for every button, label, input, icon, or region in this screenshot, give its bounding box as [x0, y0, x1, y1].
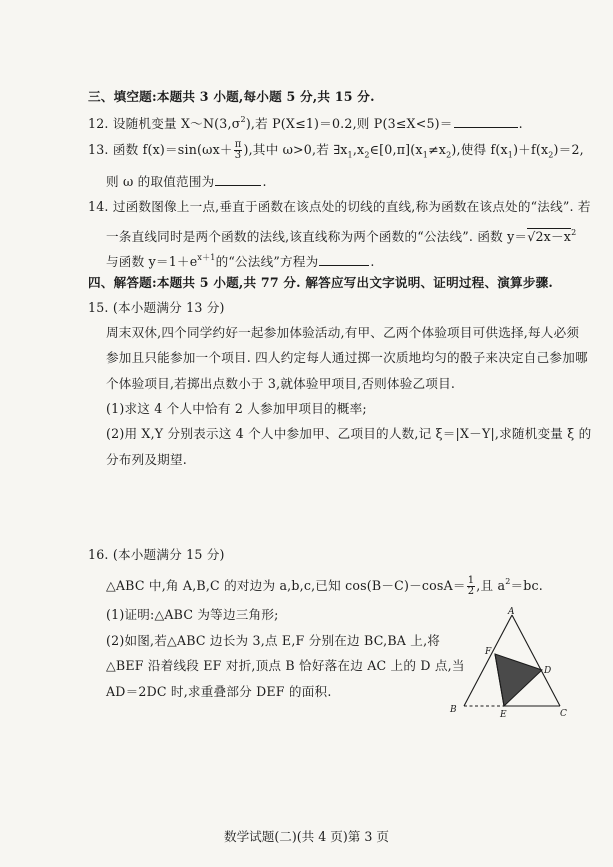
- q16-subquestion-1: (1)证明:△ABC 为等边三角形;: [106, 607, 279, 622]
- q16-paragraph-1: [106, 573, 543, 597]
- page-footer: 数学试题(二)(共 4 页)第 3 页: [223, 829, 390, 844]
- q13-answer-blank[interactable]: [215, 172, 261, 186]
- q13-line2-end: .: [262, 174, 267, 189]
- label-e: E: [500, 710, 507, 718]
- q13-text-f: ),使得 f(x: [451, 142, 508, 157]
- question-13: [88, 140, 584, 165]
- side-ac: [512, 615, 560, 706]
- q13-text-h: )＝2,: [553, 142, 584, 157]
- q12-answer-blank[interactable]: [454, 114, 518, 128]
- label-b: B: [450, 705, 457, 715]
- q14-line3-end: .: [370, 254, 375, 269]
- q13-text-a: 13. 函数 f(x)＝sin(ωx＋: [88, 142, 233, 157]
- q16-subquestion-2-cont2: AD＝2DC 时,求重叠部分 DEF 的面积.: [106, 684, 332, 699]
- section-4-title: 四、解答题:本题共 5 小题,共 77 分. 解答应写出文字说明、证明过程、演算步骤.: [88, 275, 554, 290]
- q14-sqrt: √2x－x: [527, 229, 572, 244]
- overlap-region-def: [495, 654, 542, 706]
- q12-end: .: [518, 116, 523, 131]
- q13-sub5: 1: [507, 150, 514, 160]
- q13-line2-text: 则 ω 的取值范围为: [106, 174, 215, 189]
- question-14-line1: 14. 过函数图像上一点,垂直于函数在该点处的切线的直线,称为函数在该点处的“法线”. 若: [88, 199, 591, 214]
- question-13-line2: [106, 172, 267, 191]
- q14-line2-text: 一条直线同时是两个函数的法线,该直线称为两个函数的“公法线”. 函数 y＝: [106, 229, 528, 244]
- q15-paragraph-1: 周末双休,四个同学约好一起参加体验活动,有甲、乙两个体验项目可供选择,每人必须: [106, 325, 580, 340]
- label-a: A: [508, 607, 515, 617]
- q13-frac-den: 3: [234, 150, 242, 161]
- q12-text-b: ),若 P(X≤1)＝0.2,则 P(3≤X<5)＝: [245, 116, 453, 131]
- q15-subquestion-2: (2)用 X,Y 分别表示这 4 个人中参加甲、乙项目的人数,记 ξ＝|X－Y|,求随机变量 ξ 的: [106, 426, 592, 441]
- label-d: D: [544, 666, 552, 676]
- label-f: F: [485, 647, 492, 657]
- q16-subquestion-2-cont: △BEF 沿着线段 EF 对折,顶点 B 恰好落在边 AC 上的 D 点,当: [106, 658, 465, 673]
- label-c: C: [560, 709, 567, 718]
- q13-sub4: 2: [446, 150, 452, 160]
- q14-line3-text-a: 与函数 y＝1＋e: [106, 254, 198, 269]
- q16-subquestion-2: (2)如图,若△ABC 边长为 3,点 E,F 分别在边 BC,BA 上,将: [106, 633, 441, 648]
- question-16-title: 16. (本小题满分 15 分): [88, 547, 225, 562]
- question-14-line3: [106, 249, 375, 271]
- q13-text-b: ),其中 ω>0,若 ∃x: [243, 142, 348, 157]
- q13-frac-num: π: [234, 139, 242, 150]
- q13-sub3: 1: [422, 150, 429, 160]
- q16-p1-text-b: ,且 a: [476, 578, 506, 593]
- question-14-line2: [106, 224, 576, 246]
- q13-sub1: 1: [347, 150, 353, 160]
- q14-line3-sup: x＋1: [197, 253, 216, 262]
- q12-text-a: 12. 设随机变量 X～N(3,σ: [88, 116, 241, 131]
- section-3-title: 三、填空题:本题共 3 小题,每小题 5 分,共 15 分.: [88, 89, 375, 104]
- q16-frac-num: 1: [467, 575, 475, 586]
- q14-answer-blank[interactable]: [319, 252, 369, 266]
- q15-subquestion-2-cont: 分布列及期望.: [106, 452, 187, 467]
- question-15-title: 15. (本小题满分 13 分): [88, 300, 225, 315]
- q16-p1-text-a: △ABC 中,角 A,B,C 的对边为 a,b,c,已知 cos(B－C)－cosA＝: [106, 578, 466, 593]
- q15-paragraph-2: 参加且只能参加一个项目. 四人约定每人通过掷一次质地均匀的骰子来决定自己参加哪: [106, 350, 588, 365]
- q16-fraction: [467, 576, 476, 597]
- q13-text-e: ≠x: [428, 142, 447, 157]
- q13-text-g: )＋f(x: [513, 142, 549, 157]
- q15-paragraph-3: 个体验项目,若掷出点数小于 3,就体验甲项目,否则体验乙项目.: [106, 376, 456, 391]
- q16-frac-den: 2: [467, 586, 475, 597]
- q13-fraction: [234, 140, 243, 161]
- q12-sup: 2: [240, 115, 246, 124]
- q14-line3-text-b: 的“公法线”方程为: [215, 254, 319, 269]
- q15-subquestion-1: (1)求这 4 个人中恰有 2 人参加甲项目的概率;: [106, 401, 367, 416]
- q13-sub2: 2: [364, 150, 370, 160]
- question-12: [88, 111, 523, 133]
- q14-sqrt-sup: 2: [571, 228, 577, 237]
- q16-p1-text-c: ＝bc.: [510, 578, 543, 593]
- q13-text-c: ,x: [352, 142, 365, 157]
- q13-sub6: 2: [548, 150, 554, 160]
- triangle-figure: [440, 606, 570, 718]
- q13-text-d: ∈[0,π](x: [369, 142, 423, 157]
- q16-p1-sup: 2: [505, 577, 511, 586]
